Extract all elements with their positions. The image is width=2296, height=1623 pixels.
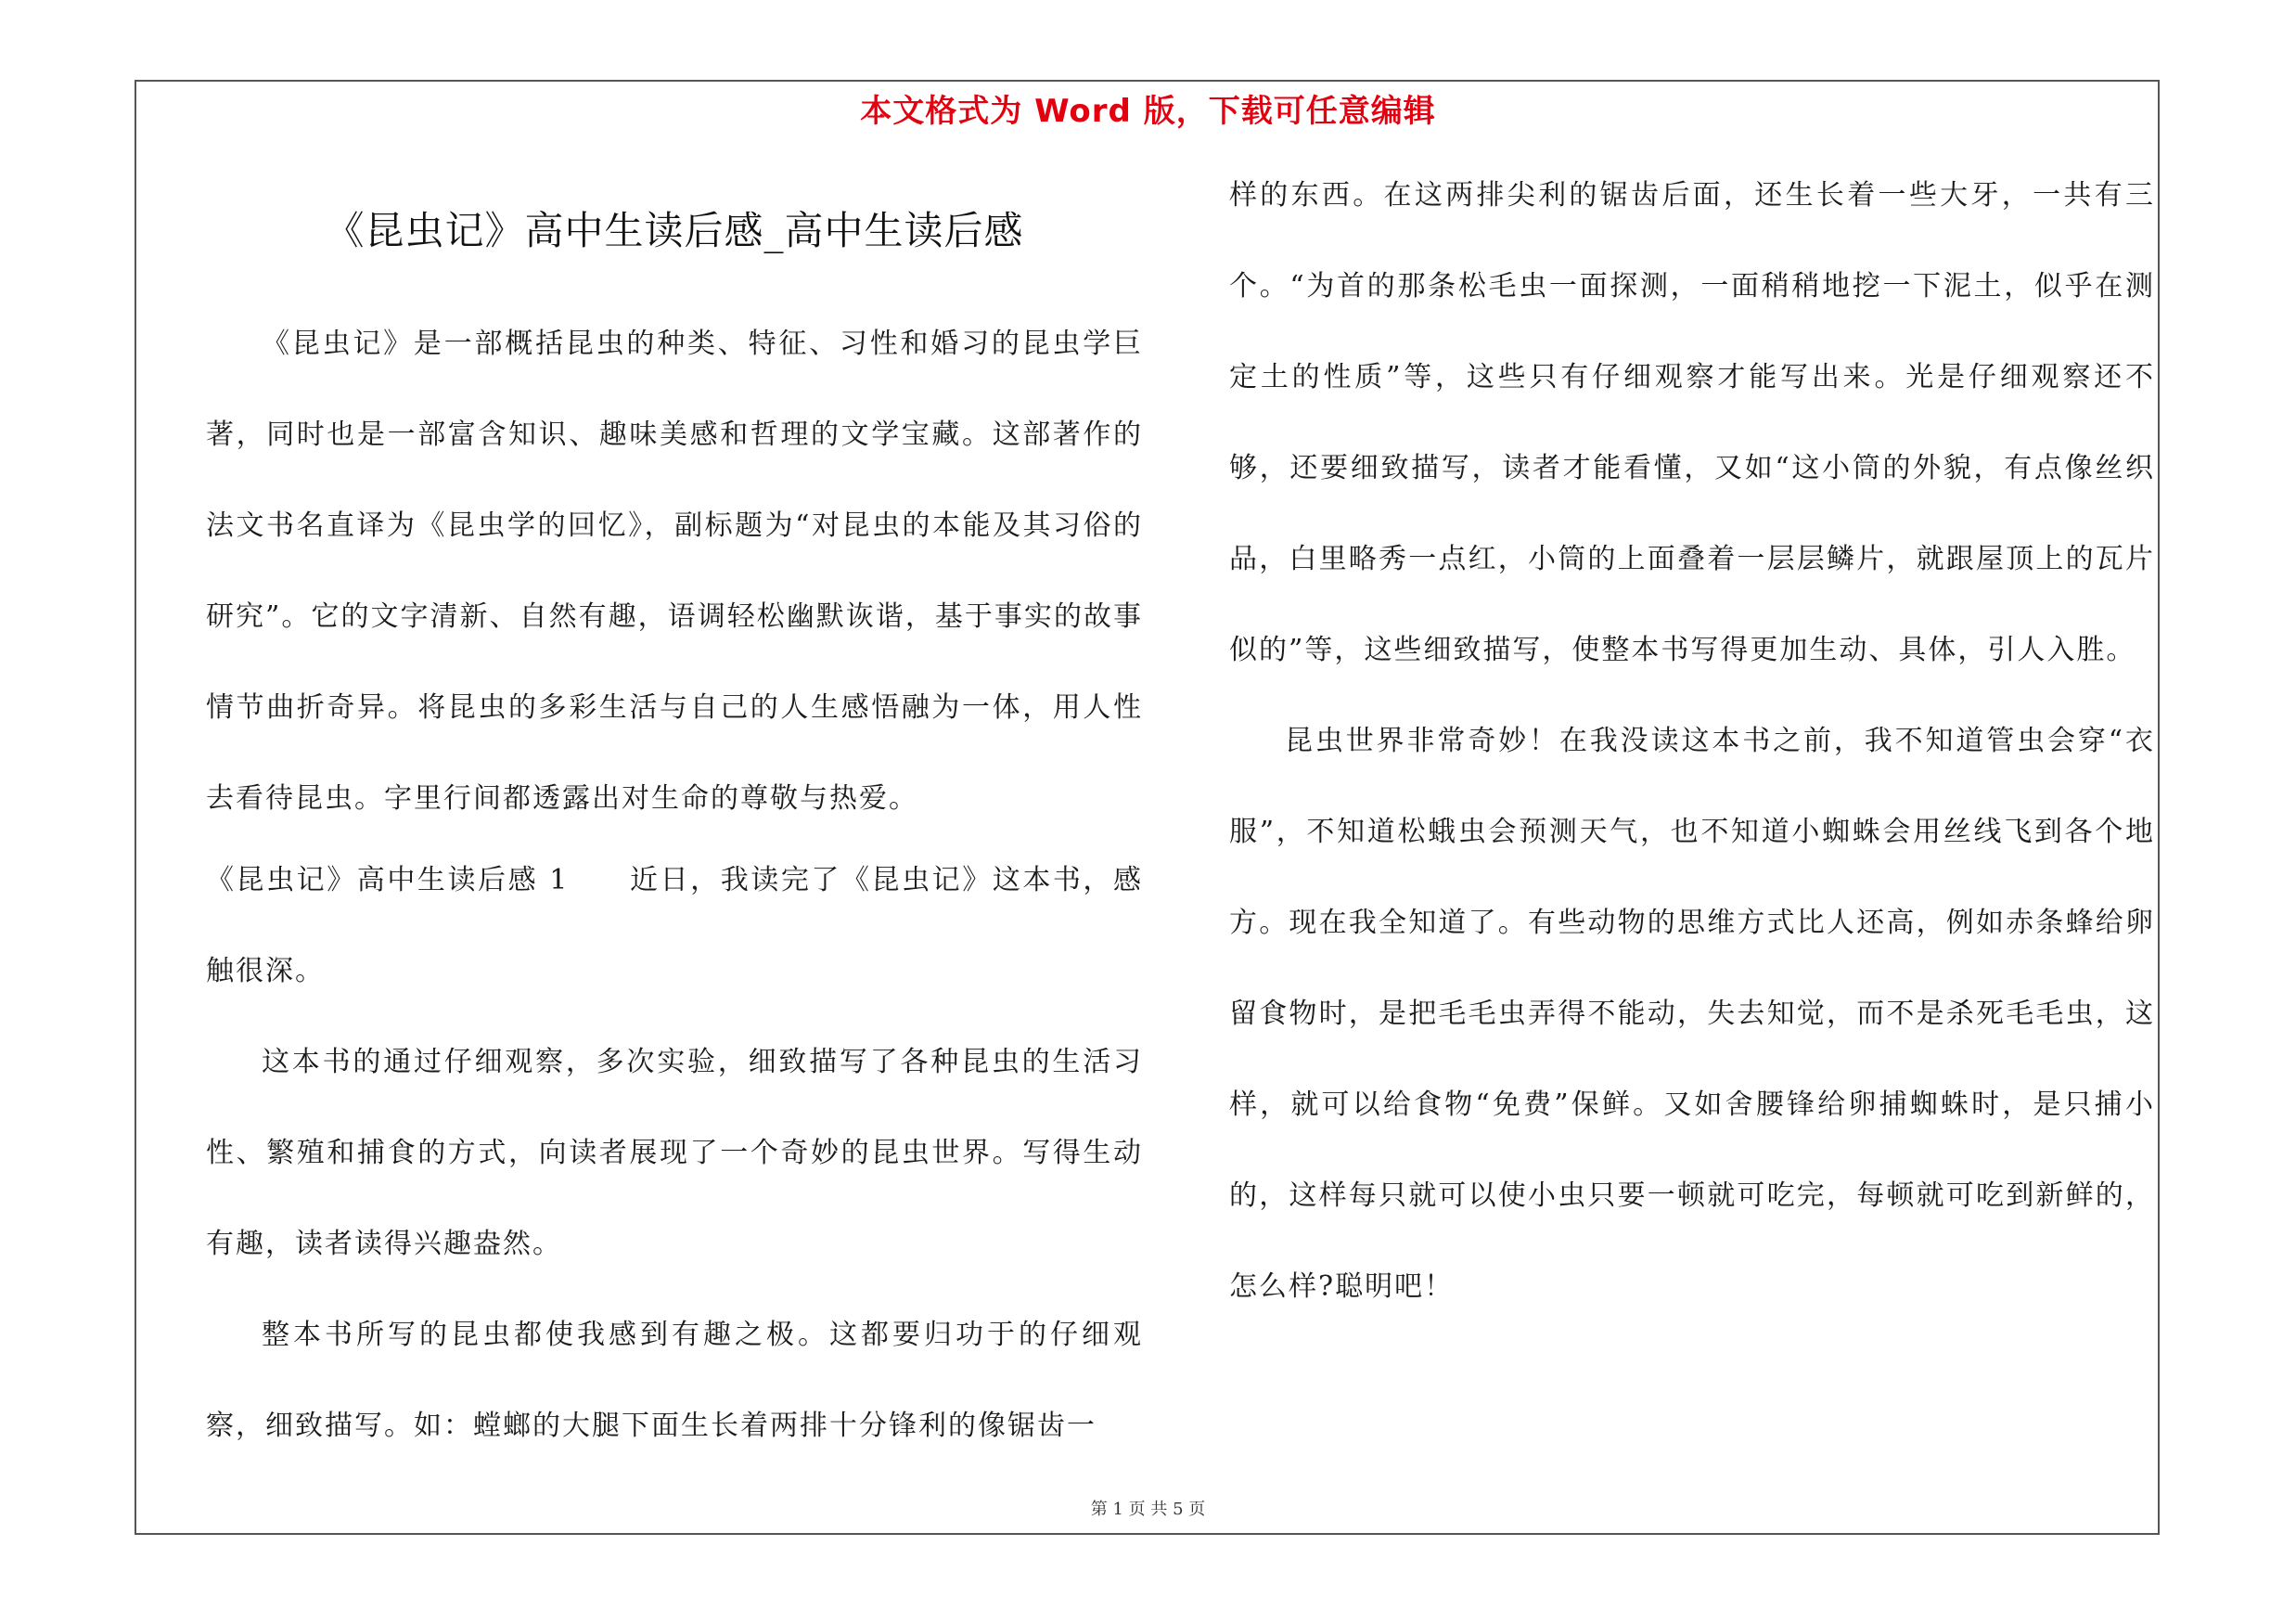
left-column xyxy=(206,167,1143,1472)
paragraph-mantis: 整本书所写的昆虫都使我感到有趣之极。这都要归功于的仔细观察，细致描写。如：螳螂的大腿下面生长着两排十分锋利的像锯齿一 xyxy=(206,1319,1143,1442)
paragraph-intro: 《昆虫记》是一部概括昆虫的种类、特征、习性和婚习的昆虫学巨著，同时也是一部富含知识、趣味美感和哲理的文学宝藏。这部著作的法文书名直译为《昆虫学的回忆》，副标题为“对昆虫的本能及其习俗的研究”。它的文字清新、自然有趣，语调轻松幽默诙谐，基于事实的故事情节曲折奇异。将昆虫的多彩生活与自己的人生感悟融为一体，用人性去看待昆虫。字里行间都透露出对生命的尊敬与热爱。 xyxy=(206,328,1143,815)
format-banner: 本文格式为 Word 版，下载可任意编辑 xyxy=(860,93,1436,130)
page-number: 第 1 页 共 5 页 xyxy=(1090,1500,1206,1519)
document-title: 《昆虫记》高中生读后感_高中生读后感 xyxy=(325,208,1024,253)
paragraph-heading-1: 《昆虫记》高中生读后感 1 近日，我读完了《昆虫记》这本书，感触很深。 xyxy=(206,864,1143,987)
right-column xyxy=(1229,167,2155,1333)
paragraph-insect-world: 昆虫世界非常奇妙！在我没读这本书之前，我不知道管虫会穿“衣服”，不知道松蛾虫会预测天气，也不知道小蜘蛛会用丝线飞到各个地方。现在我全知道了。有些动物的思维方式比人还高，例如赤条蜂给卵留食物时，是把毛毛虫弄得不能动，失去知觉，而不是杀死毛毛虫，这样，就可以给食物“免费”保鲜。又如舍腰锋给卵捕蜘蛛时，是只捕小的，这样每只就可以使小虫只要一顿就可吃完，每顿就可吃到新鲜的，怎么样?聪明吧！ xyxy=(1229,725,2155,1303)
paragraph-observation: 这本书的通过仔细观察，多次实验，细致描写了各种昆虫的生活习性、繁殖和捕食的方式，向读者展现了一个奇妙的昆虫世界。写得生动有趣，读者读得兴趣盎然。 xyxy=(206,1046,1143,1260)
paragraph-continued: 样的东西。在这两排尖利的锯齿后面，还生长着一些大牙，一共有三个。“为首的那条松毛虫一面探测，一面稍稍地挖一下泥土，似乎在测定土的性质”等，这些只有仔细观察才能写出来。光是仔细观察还不够，还要细致描写，读者才能看懂，又如“这小筒的外貌，有点像丝织品，白里略秀一点红，小筒的上面叠着一层层鳞片，就跟屋顶上的瓦片似的”等，这些细致描写，使整本书写得更加生动、具体，引人入胜。 xyxy=(1229,179,2155,666)
